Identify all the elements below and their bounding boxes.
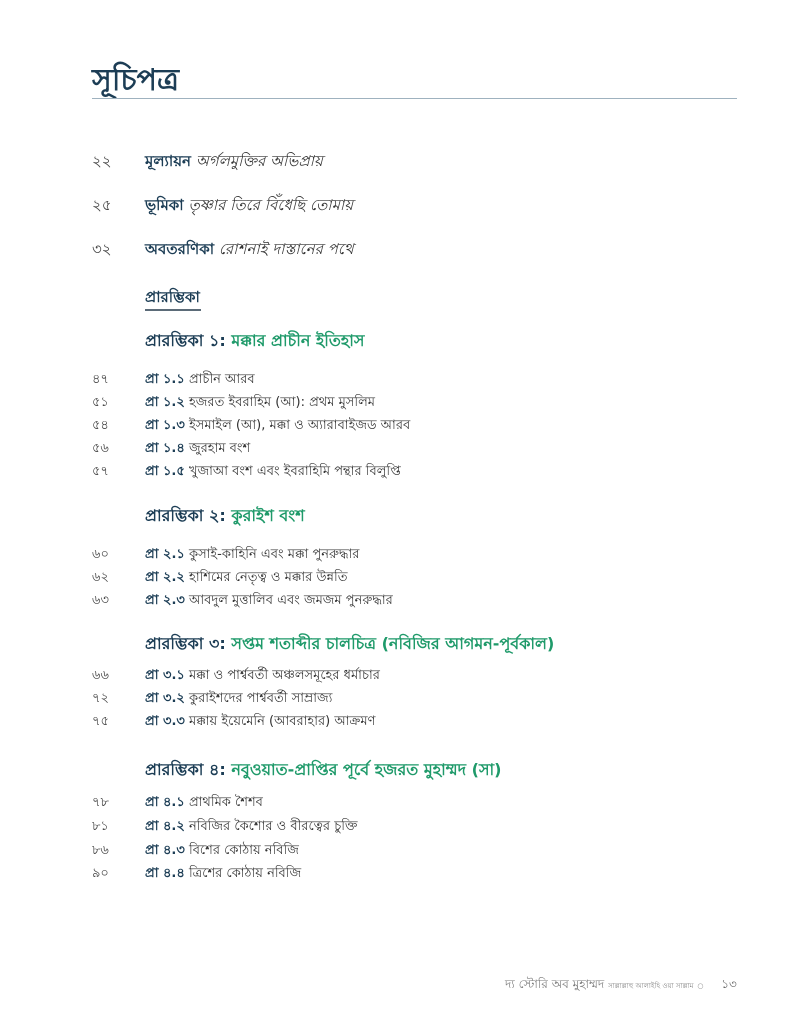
page-number: ৬০ <box>92 547 109 562</box>
section-title: মক্কায় ইয়েমেনি (আবরাহার) আক্রমণ <box>188 714 376 729</box>
section-code: প্রা ৩.২ <box>145 691 185 706</box>
toc-entry[interactable] <box>92 440 250 458</box>
honorific: সাল্লাল্লাহু আলাইহি ওয়া সাল্লাম <box>608 982 694 990</box>
section-title: ইসমাইল (আ), মক্কা ও অ্যারাবাইজড আরব <box>188 418 411 433</box>
toc-entry[interactable] <box>92 794 263 812</box>
page-number: ৯০ <box>92 866 109 881</box>
section-title: কুরাইশদের পার্শ্ববর্তী সাম্রাজ্য <box>188 691 333 706</box>
page-number: ৭৫ <box>92 714 109 729</box>
chapter-title: কুরাইশ বংশ <box>231 506 305 525</box>
section-code: প্রা ২.১ <box>145 547 185 562</box>
toc-entry[interactable] <box>92 713 376 731</box>
section-code: প্রা ২.২ <box>145 570 185 585</box>
section-title: হজরত ইবরাহিম (আ): প্রথম মুসলিম <box>188 395 376 410</box>
page-number: ৬৩ <box>92 593 109 608</box>
title-divider <box>92 98 737 99</box>
section-code: প্রা ২.৩ <box>145 593 185 608</box>
page-number: ৫৭ <box>92 464 109 479</box>
page-number: ৫১ <box>92 395 109 410</box>
part-heading: প্রারম্ভিকা <box>145 288 200 306</box>
toc-entry[interactable] <box>92 394 375 412</box>
toc-entry[interactable] <box>92 417 410 435</box>
chapter-heading[interactable] <box>145 631 554 658</box>
page-number: ৫৬ <box>92 441 109 456</box>
toc-entry[interactable] <box>92 546 359 564</box>
section-code: প্রা ৪.২ <box>145 819 185 834</box>
chapter-prefix: প্রারম্ভিকা ১: <box>145 331 226 350</box>
section-title: মক্কা ও পার্শ্ববর্তী অঞ্চলসমূহের ধর্মাচার <box>188 668 380 683</box>
page-number: ৩২ <box>92 240 112 258</box>
toc-entry[interactable] <box>92 592 393 610</box>
section-title: প্রাথমিক শৈশব <box>188 795 263 810</box>
entry-label: অবতরণিকা <box>145 240 215 258</box>
section-code: প্রা ৪.৩ <box>145 843 185 858</box>
section-code: প্রা ৩.১ <box>145 668 185 683</box>
page-number: ৫৪ <box>92 418 109 433</box>
page-number: ৬২ <box>92 570 109 585</box>
section-code: প্রা ৩.৩ <box>145 714 185 729</box>
section-code: প্রা ১.৩ <box>145 418 185 433</box>
section-title: আবদুল মুত্তালিব এবং জমজম পুনরুদ্ধার <box>188 593 393 608</box>
toc-entry[interactable] <box>92 842 299 860</box>
toc-entry[interactable] <box>92 463 401 481</box>
toc-entry[interactable] <box>92 818 358 836</box>
page-number: ২৫ <box>92 196 112 214</box>
page-number: ২২ <box>92 152 112 170</box>
page-title: সূচিপত্র <box>92 63 179 98</box>
chapter-heading[interactable] <box>145 328 364 355</box>
chapter-title: মক্কার প্রাচীন ইতিহাস <box>231 331 365 350</box>
chapter-heading[interactable] <box>145 757 501 784</box>
folio-page-number: ১৩ <box>721 977 737 991</box>
page-number: ৪৭ <box>92 372 109 387</box>
section-title: নবিজির কৈশোর ও বীরত্বের চুক্তি <box>188 819 358 834</box>
entry-subtitle: রোশনাই দাস্তানের পথে <box>218 240 354 258</box>
page-number: ৭৮ <box>92 795 109 810</box>
page-number: ৭২ <box>92 691 109 706</box>
section-code: প্রা ৪.৪ <box>145 866 185 881</box>
page-number: ৮১ <box>92 819 109 834</box>
section-code: প্রা ৪.১ <box>145 795 185 810</box>
entry-label: মূল্যায়ন <box>145 152 191 170</box>
circle-separator-icon: ○ <box>697 982 704 990</box>
chapter-prefix: প্রারম্ভিকা ২: <box>145 506 226 525</box>
part-underline <box>145 309 201 311</box>
chapter-title: নবুওয়াত-প্রাপ্তির পূর্বে হজরত মুহাম্মদ (সা) <box>231 760 502 779</box>
toc-entry[interactable] <box>92 667 380 685</box>
section-title: জুরহাম বংশ <box>188 441 251 456</box>
toc-entry[interactable] <box>92 690 332 708</box>
toc-entry[interactable] <box>92 569 347 587</box>
toc-front-entry[interactable] <box>92 238 354 263</box>
page-number: ৬৬ <box>92 668 109 683</box>
section-code: প্রা ১.৪ <box>145 441 185 456</box>
book-title: দ্য স্টোরি অব মুহাম্মদ <box>505 977 605 991</box>
section-title: খুজাআ বংশ এবং ইবরাহিমি পন্থার বিলুপ্তি <box>188 464 401 479</box>
toc-front-entry[interactable] <box>92 194 353 219</box>
toc-front-entry[interactable] <box>92 150 323 175</box>
chapter-heading[interactable] <box>145 503 305 530</box>
section-title: প্রাচীন আরব <box>188 372 255 387</box>
section-code: প্রা ১.৫ <box>145 464 185 479</box>
entry-subtitle: অর্গলমুক্তির অভিপ্রায় <box>195 152 323 170</box>
running-footer <box>505 976 737 996</box>
entry-label: ভূমিকা <box>145 196 184 214</box>
section-title: বিশের কোঠায় নবিজি <box>188 843 299 858</box>
chapter-title: সপ্তম শতাব্দীর চালচিত্র (নবিজির আগমন-পূর্বকাল) <box>231 634 555 653</box>
entry-subtitle: তৃষ্ণার তিরে বিঁধেছি তোমায় <box>188 196 354 214</box>
toc-entry[interactable] <box>92 371 255 389</box>
section-title: কুসাই-কাহিনি এবং মক্কা পুনরুদ্ধার <box>188 547 360 562</box>
chapter-prefix: প্রারম্ভিকা ৩: <box>145 634 226 653</box>
page-number: ৮৬ <box>92 843 109 858</box>
section-code: প্রা ১.১ <box>145 372 185 387</box>
toc-entry[interactable] <box>92 865 301 883</box>
section-title: হাশিমের নেতৃত্ব ও মক্কার উন্নতি <box>188 570 348 585</box>
chapter-prefix: প্রারম্ভিকা ৪: <box>145 760 226 779</box>
section-title: ত্রিশের কোঠায় নবিজি <box>188 866 302 881</box>
section-code: প্রা ১.২ <box>145 395 185 410</box>
